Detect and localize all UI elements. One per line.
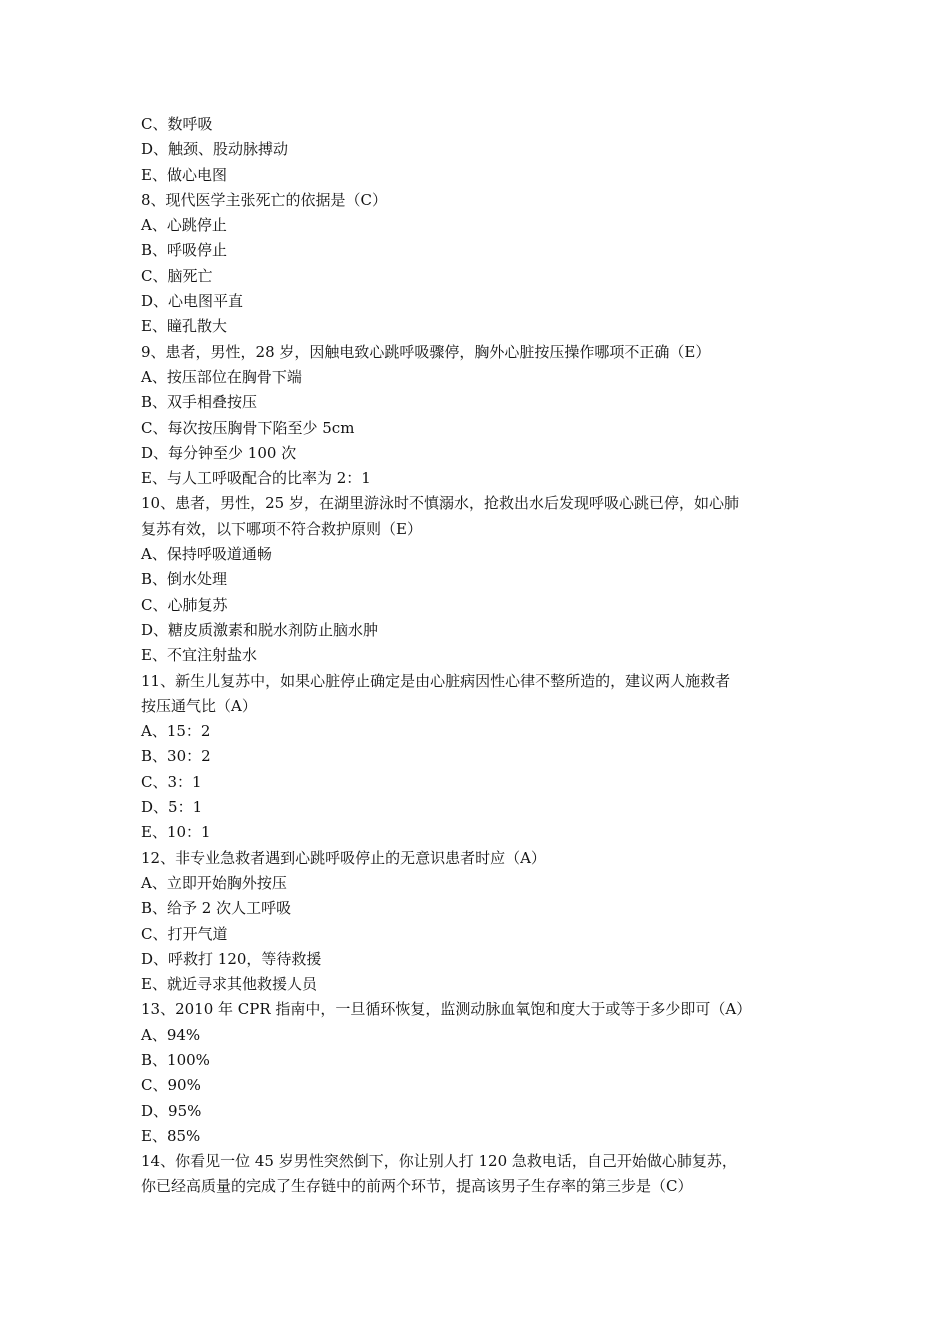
- option-b: B、倒水处理: [141, 570, 228, 589]
- option-e: E、瞳孔散大: [141, 317, 227, 336]
- option-c: C、3：1: [141, 772, 202, 791]
- option-b: B、100%: [141, 1050, 210, 1069]
- option-a: A、保持呼吸道通畅: [141, 545, 272, 564]
- option-c: C、心肺复苏: [141, 595, 228, 614]
- text-line: C、数呼吸: [141, 115, 213, 133]
- option-e: E、与人工呼吸配合的比率为 2：1: [141, 469, 371, 488]
- option-d: D、每分钟至少 100 次: [141, 443, 297, 462]
- option-b: B、双手相叠按压: [141, 393, 258, 412]
- option-c: C、脑死亡: [141, 266, 213, 285]
- option-a: A、按压部位在胸骨下端: [141, 367, 302, 386]
- option-b: B、呼吸停止: [141, 241, 228, 260]
- question-13: 13、2010 年 CPR 指南中，一旦循环恢复，监测动脉血氧饱和度大于或等于多少即可（A）: [141, 1000, 752, 1019]
- question-11: 11、新生儿复苏中，如果心脏停止确定是由心脏病因性心律不整所造的，建议两人施救者: [141, 671, 731, 690]
- option-b: B、30：2: [141, 747, 211, 766]
- question-10: 10、患者，男性，25 岁，在湖里游泳时不慎溺水，抢救出水后发现呼吸心跳已停，如心肺: [141, 494, 739, 513]
- option-e: E、就近寻求其他救援人员: [141, 975, 317, 994]
- option-a: A、立即开始胸外按压: [141, 873, 287, 892]
- option-d: D、95%: [141, 1101, 202, 1120]
- question-14: 14、你看见一位 45 岁男性突然倒下，你让别人打 120 急救电话，自己开始做心肺复苏，: [141, 1152, 737, 1171]
- question-10-cont: 复苏有效，以下哪项不符合救护原则（E）: [141, 519, 422, 538]
- option-d: D、呼救打 120，等待救援: [141, 949, 322, 968]
- question-12: 12、非专业急救者遇到心跳呼吸停止的无意识患者时应（A）: [141, 848, 546, 867]
- option-b: B、给予 2 次人工呼吸: [141, 899, 292, 918]
- text-line: D、触颈、股动脉搏动: [141, 140, 289, 159]
- option-c: C、每次按压胸骨下陷至少 5cm: [141, 418, 355, 437]
- option-e: E、不宜注射盐水: [141, 646, 257, 665]
- option-c: C、90%: [141, 1076, 201, 1095]
- option-d: D、心电图平直: [141, 292, 244, 311]
- option-d: D、5：1: [141, 798, 203, 817]
- question-9: 9、患者，男性，28 岁，因触电致心跳呼吸骤停，胸外心脏按压操作哪项不正确（E）: [141, 342, 711, 361]
- option-a: A、15：2: [141, 722, 211, 741]
- option-d: D、糖皮质激素和脱水剂防止脑水肿: [141, 620, 379, 639]
- document-body: [141, 112, 811, 1200]
- option-e: E、10：1: [141, 823, 211, 842]
- option-a: A、心跳停止: [141, 216, 227, 235]
- question-8: 8、现代医学主张死亡的依据是（C）: [141, 190, 388, 209]
- question-14-cont: 你已经高质量的完成了生存链中的前两个环节，提高该男子生存率的第三步是（C）: [141, 1177, 693, 1196]
- option-a: A、94%: [141, 1025, 201, 1044]
- text-line: E、做心电图: [141, 165, 227, 184]
- option-c: C、打开气道: [141, 924, 228, 943]
- question-11-cont: 按压通气比（A）: [141, 696, 257, 715]
- option-e: E、85%: [141, 1126, 201, 1145]
